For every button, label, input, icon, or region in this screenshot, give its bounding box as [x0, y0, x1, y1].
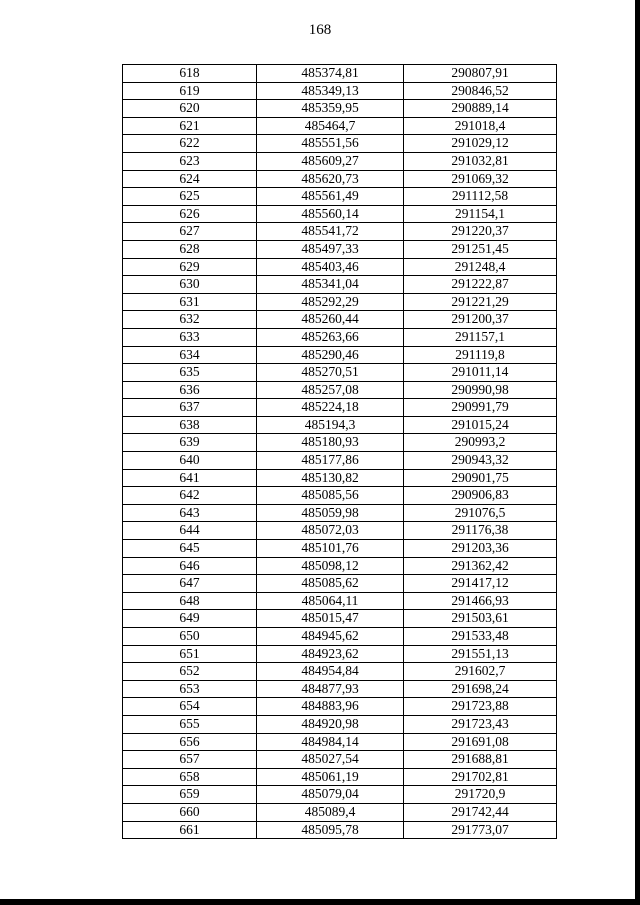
- point-number-cell: 660: [123, 803, 257, 821]
- point-number-cell: 629: [123, 258, 257, 276]
- table-row: [123, 258, 557, 276]
- x-coordinate-cell: 484984,14: [257, 733, 404, 751]
- x-coordinate-cell: 485609,27: [257, 152, 404, 170]
- x-coordinate-cell: 485403,46: [257, 258, 404, 276]
- x-coordinate-cell: 485561,49: [257, 188, 404, 206]
- point-number-cell: 648: [123, 592, 257, 610]
- x-coordinate-cell: 485541,72: [257, 223, 404, 241]
- x-coordinate-cell: 485260,44: [257, 311, 404, 329]
- x-coordinate-cell: 485270,51: [257, 364, 404, 382]
- y-coordinate-cell: 291251,45: [404, 240, 557, 258]
- table-row: [123, 610, 557, 628]
- y-coordinate-cell: 291032,81: [404, 152, 557, 170]
- table-row: [123, 680, 557, 698]
- y-coordinate-cell: 291551,13: [404, 645, 557, 663]
- point-number-cell: 650: [123, 628, 257, 646]
- table-row: [123, 223, 557, 241]
- y-coordinate-cell: 291154,1: [404, 205, 557, 223]
- point-number-cell: 619: [123, 82, 257, 100]
- y-coordinate-cell: 291691,08: [404, 733, 557, 751]
- point-number-cell: 631: [123, 293, 257, 311]
- table-row: [123, 381, 557, 399]
- y-coordinate-cell: 290901,75: [404, 469, 557, 487]
- y-coordinate-cell: 291203,36: [404, 540, 557, 558]
- table-row: [123, 733, 557, 751]
- y-coordinate-cell: 290991,79: [404, 399, 557, 417]
- x-coordinate-cell: 485059,98: [257, 504, 404, 522]
- point-number-cell: 623: [123, 152, 257, 170]
- x-coordinate-cell: 485374,81: [257, 65, 404, 83]
- table-row: [123, 328, 557, 346]
- point-number-cell: 643: [123, 504, 257, 522]
- y-coordinate-cell: 290906,83: [404, 487, 557, 505]
- table-row: [123, 751, 557, 769]
- point-number-cell: 647: [123, 575, 257, 593]
- point-number-cell: 640: [123, 452, 257, 470]
- x-coordinate-cell: 485098,12: [257, 557, 404, 575]
- table-row: [123, 152, 557, 170]
- table-row: [123, 803, 557, 821]
- point-number-cell: 626: [123, 205, 257, 223]
- table-row: [123, 452, 557, 470]
- table-row: [123, 399, 557, 417]
- table-row: [123, 504, 557, 522]
- x-coordinate-cell: 485064,11: [257, 592, 404, 610]
- point-number-cell: 658: [123, 768, 257, 786]
- x-coordinate-cell: 485257,08: [257, 381, 404, 399]
- point-number-cell: 636: [123, 381, 257, 399]
- point-number-cell: 659: [123, 786, 257, 804]
- y-coordinate-cell: 291773,07: [404, 821, 557, 839]
- table-row: [123, 205, 557, 223]
- x-coordinate-cell: 485551,56: [257, 135, 404, 153]
- y-coordinate-cell: 291221,29: [404, 293, 557, 311]
- y-coordinate-cell: 290990,98: [404, 381, 557, 399]
- table-row: [123, 557, 557, 575]
- x-coordinate-cell: 485290,46: [257, 346, 404, 364]
- table-row: [123, 645, 557, 663]
- table-row: [123, 698, 557, 716]
- table-row: [123, 188, 557, 206]
- point-number-cell: 618: [123, 65, 257, 83]
- table-row: [123, 416, 557, 434]
- point-number-cell: 656: [123, 733, 257, 751]
- point-number-cell: 652: [123, 663, 257, 681]
- y-coordinate-cell: 291417,12: [404, 575, 557, 593]
- x-coordinate-cell: 485359,95: [257, 100, 404, 118]
- table-row: [123, 434, 557, 452]
- point-number-cell: 625: [123, 188, 257, 206]
- point-number-cell: 624: [123, 170, 257, 188]
- point-number-cell: 651: [123, 645, 257, 663]
- x-coordinate-cell: 485079,04: [257, 786, 404, 804]
- y-coordinate-cell: 291248,4: [404, 258, 557, 276]
- x-coordinate-cell: 484883,96: [257, 698, 404, 716]
- point-number-cell: 653: [123, 680, 257, 698]
- point-number-cell: 657: [123, 751, 257, 769]
- x-coordinate-cell: 485620,73: [257, 170, 404, 188]
- table-row: [123, 117, 557, 135]
- page-number: 168: [308, 22, 332, 38]
- point-number-cell: 645: [123, 540, 257, 558]
- y-coordinate-cell: 291200,37: [404, 311, 557, 329]
- x-coordinate-cell: 485497,33: [257, 240, 404, 258]
- point-number-cell: 621: [123, 117, 257, 135]
- x-coordinate-cell: 485180,93: [257, 434, 404, 452]
- y-coordinate-cell: 291076,5: [404, 504, 557, 522]
- y-coordinate-cell: 291533,48: [404, 628, 557, 646]
- table-row: [123, 346, 557, 364]
- y-coordinate-cell: 291220,37: [404, 223, 557, 241]
- point-number-cell: 635: [123, 364, 257, 382]
- x-coordinate-cell: 485177,86: [257, 452, 404, 470]
- table-row: [123, 540, 557, 558]
- point-number-cell: 646: [123, 557, 257, 575]
- y-coordinate-cell: 291362,42: [404, 557, 557, 575]
- y-coordinate-cell: 291688,81: [404, 751, 557, 769]
- table-row: [123, 575, 557, 593]
- x-coordinate-cell: 484877,93: [257, 680, 404, 698]
- point-number-cell: 661: [123, 821, 257, 839]
- x-coordinate-cell: 484923,62: [257, 645, 404, 663]
- y-coordinate-cell: 290889,14: [404, 100, 557, 118]
- coordinates-table: [122, 64, 557, 839]
- y-coordinate-cell: 291742,44: [404, 803, 557, 821]
- y-coordinate-cell: 291466,93: [404, 592, 557, 610]
- table-row: [123, 592, 557, 610]
- point-number-cell: 620: [123, 100, 257, 118]
- y-coordinate-cell: 291157,1: [404, 328, 557, 346]
- point-number-cell: 641: [123, 469, 257, 487]
- point-number-cell: 642: [123, 487, 257, 505]
- table-row: [123, 768, 557, 786]
- table-row: [123, 628, 557, 646]
- table-row: [123, 170, 557, 188]
- point-number-cell: 630: [123, 276, 257, 294]
- point-number-cell: 627: [123, 223, 257, 241]
- point-number-cell: 637: [123, 399, 257, 417]
- point-number-cell: 633: [123, 328, 257, 346]
- x-coordinate-cell: 485095,78: [257, 821, 404, 839]
- y-coordinate-cell: 291029,12: [404, 135, 557, 153]
- y-coordinate-cell: 291222,87: [404, 276, 557, 294]
- x-coordinate-cell: 485464,7: [257, 117, 404, 135]
- table-row: [123, 240, 557, 258]
- table-row: [123, 293, 557, 311]
- x-coordinate-cell: 485101,76: [257, 540, 404, 558]
- point-number-cell: 644: [123, 522, 257, 540]
- x-coordinate-cell: 484954,84: [257, 663, 404, 681]
- table-row: [123, 82, 557, 100]
- y-coordinate-cell: 291602,7: [404, 663, 557, 681]
- y-coordinate-cell: 291702,81: [404, 768, 557, 786]
- table-row: [123, 311, 557, 329]
- x-coordinate-cell: 484945,62: [257, 628, 404, 646]
- y-coordinate-cell: 291011,14: [404, 364, 557, 382]
- x-coordinate-cell: 485061,19: [257, 768, 404, 786]
- table-row: [123, 65, 557, 83]
- point-number-cell: 654: [123, 698, 257, 716]
- x-coordinate-cell: 485015,47: [257, 610, 404, 628]
- y-coordinate-cell: 290807,91: [404, 65, 557, 83]
- table-row: [123, 821, 557, 839]
- y-coordinate-cell: 291018,4: [404, 117, 557, 135]
- x-coordinate-cell: 484920,98: [257, 715, 404, 733]
- table-row: [123, 469, 557, 487]
- x-coordinate-cell: 485085,56: [257, 487, 404, 505]
- scan-right-edge: [635, 0, 640, 905]
- x-coordinate-cell: 485292,29: [257, 293, 404, 311]
- x-coordinate-cell: 485341,04: [257, 276, 404, 294]
- point-number-cell: 649: [123, 610, 257, 628]
- coordinates-table-body: [123, 65, 557, 839]
- table-row: [123, 364, 557, 382]
- x-coordinate-cell: 485085,62: [257, 575, 404, 593]
- table-row: [123, 715, 557, 733]
- y-coordinate-cell: 290943,32: [404, 452, 557, 470]
- x-coordinate-cell: 485072,03: [257, 522, 404, 540]
- table-row: [123, 100, 557, 118]
- y-coordinate-cell: 291015,24: [404, 416, 557, 434]
- y-coordinate-cell: 291112,58: [404, 188, 557, 206]
- y-coordinate-cell: 291503,61: [404, 610, 557, 628]
- point-number-cell: 632: [123, 311, 257, 329]
- y-coordinate-cell: 291069,32: [404, 170, 557, 188]
- point-number-cell: 638: [123, 416, 257, 434]
- x-coordinate-cell: 485224,18: [257, 399, 404, 417]
- x-coordinate-cell: 485027,54: [257, 751, 404, 769]
- y-coordinate-cell: 291723,88: [404, 698, 557, 716]
- x-coordinate-cell: 485089,4: [257, 803, 404, 821]
- y-coordinate-cell: 291720,9: [404, 786, 557, 804]
- y-coordinate-cell: 291723,43: [404, 715, 557, 733]
- point-number-cell: 634: [123, 346, 257, 364]
- scan-bottom-edge: [0, 899, 640, 905]
- x-coordinate-cell: 485349,13: [257, 82, 404, 100]
- table-row: [123, 487, 557, 505]
- point-number-cell: 622: [123, 135, 257, 153]
- table-row: [123, 135, 557, 153]
- y-coordinate-cell: 291176,38: [404, 522, 557, 540]
- x-coordinate-cell: 485263,66: [257, 328, 404, 346]
- table-row: [123, 786, 557, 804]
- point-number-cell: 628: [123, 240, 257, 258]
- table-row: [123, 522, 557, 540]
- x-coordinate-cell: 485130,82: [257, 469, 404, 487]
- point-number-cell: 655: [123, 715, 257, 733]
- y-coordinate-cell: 290993,2: [404, 434, 557, 452]
- x-coordinate-cell: 485560,14: [257, 205, 404, 223]
- y-coordinate-cell: 291698,24: [404, 680, 557, 698]
- y-coordinate-cell: 291119,8: [404, 346, 557, 364]
- y-coordinate-cell: 290846,52: [404, 82, 557, 100]
- point-number-cell: 639: [123, 434, 257, 452]
- table-row: [123, 663, 557, 681]
- x-coordinate-cell: 485194,3: [257, 416, 404, 434]
- table-row: [123, 276, 557, 294]
